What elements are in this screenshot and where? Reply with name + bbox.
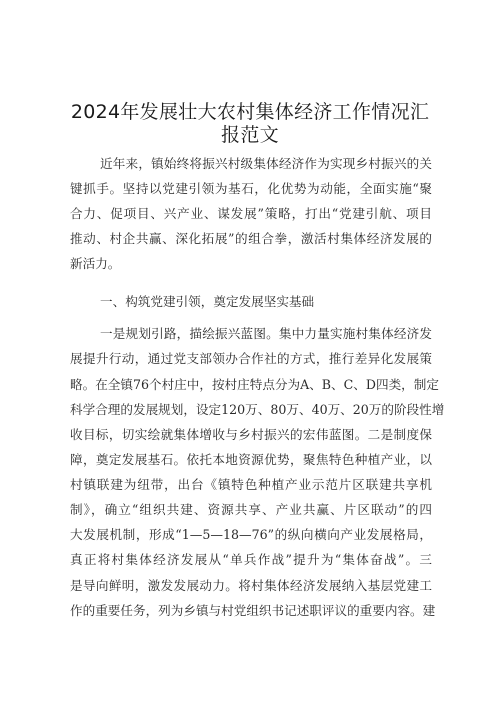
body-line: 科学合理的发展规划，设定120万、80万、40万、20万的阶段性增 <box>70 402 445 417</box>
body-line: 村镇联建为纽带，出台《镇特色种植产业示范片区联建共享机 <box>70 477 432 492</box>
intro-line: 合力、促项目、兴产业、谋发展”策略，打出“党建引航、项目 <box>70 206 432 221</box>
intro-line: 推动、村企共赢、深化拓展”的组合拳，激活村集体经济发展的 <box>70 231 432 246</box>
body-line: 制》，确立“组织共建、资源共享、产业共赢、片区联动”的四 <box>70 502 432 517</box>
body-line: 收目标，切实绘就集体增收与乡村振兴的宏伟蓝图。二是制度保 <box>70 427 432 442</box>
body-line: 略。在全镇76个村庄中，按村庄特点分为A、B、C、D四类，制定 <box>70 377 439 392</box>
body-line: 大发展机制，形成“1—5—18—76”的纵向横向产业发展格局， <box>70 527 432 542</box>
document-title-line-2: 报范文 <box>221 124 279 146</box>
section-heading: 一、构筑党建引领，奠定发展坚实基础 <box>100 294 315 309</box>
body-line: 作的重要任务，列为乡镇与村党组织书记述职评议的重要内容。建 <box>70 603 436 618</box>
document-title-line-1: 2024年发展壮大农村集体经济工作情况汇 <box>70 101 430 123</box>
intro-line: 近年来，镇始终将振兴村级集体经济作为实现乡村振兴的关 <box>100 156 432 171</box>
body-line: 一是规划引路，描绘振兴蓝图。集中力量实施村集体经济发 <box>100 326 432 341</box>
body-line: 展提升行动，通过党支部领办合作社的方式，推行差异化发展策 <box>70 351 432 366</box>
intro-line: 键抓手。坚持以党建引领为基石，化优势为动能，全面实施“聚 <box>70 181 432 196</box>
body-line: 是导向鲜明，激发发展动力。将村集体经济发展纳入基层党建工 <box>70 578 432 593</box>
body-line: 障，奠定发展基石。依托本地资源优势，聚焦特色种植产业，以 <box>70 452 432 467</box>
intro-line: 新活力。 <box>70 256 121 271</box>
body-line: 真正将村集体经济发展从“单兵作战”提升为“集体奋战”。三 <box>70 552 432 567</box>
